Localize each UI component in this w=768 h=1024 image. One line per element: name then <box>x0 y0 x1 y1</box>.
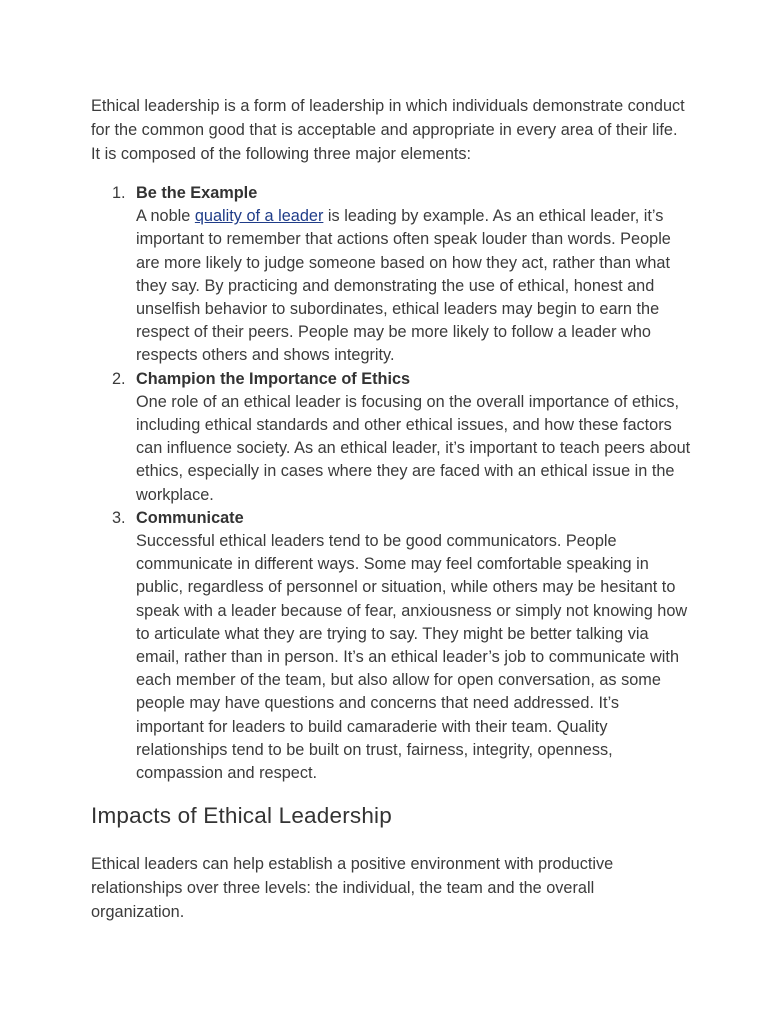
list-item-title: Communicate <box>136 508 244 527</box>
quality-of-a-leader-link[interactable]: quality of a leader <box>194 207 324 226</box>
list-item-number: 2. <box>112 369 126 388</box>
list-item-title: Be the Example <box>136 184 258 202</box>
outro-paragraph: Ethical leaders can help establish a positive environment with productive relationships over three levels: the individual, the team and the overall organization. <box>91 855 614 922</box>
list-item-body: One role of an ethical leader is focusing on the overall importance of ethics, including ethical standards and other ethical issues, and how these factors can influence society. As an ethical leader, it’s important to teach peers about ethics, especially in cases where they are faced with an ethical issue in the workplace. <box>136 392 691 504</box>
list-item-number: 1. <box>112 184 126 202</box>
list-item-number: 3. <box>112 508 126 527</box>
intro-paragraph: Ethical leadership is a form of leadership in which individuals demonstrate conduct for the common good that is acceptable and appropriate in every area of their life. It is composed of the following three major elements: <box>91 97 685 164</box>
list-item <box>91 368 691 507</box>
list-item-body: Successful ethical leaders tend to be good communicators. People communicate in different ways. Some may feel comfortable speaking in public, regardless of personnel or situation, while others may be hesitant to speak with a leader because of fear, anxiousness or simply not knowing how to articulate what they are trying to say. They might be better talking via email, rather than in person. It’s an ethical leader’s job to communicate with each member of the team, but also allow for open conversation, as some people may have questions and concerns that need addressed. It’s important for leaders to build camaraderie with their team. Quality relationships tend to be built on trust, fairness, integrity, openness, compassion and respect. <box>136 532 688 783</box>
list-item <box>91 507 691 785</box>
elements-list <box>91 182 691 785</box>
list-item-body-text: A noble <box>136 207 195 226</box>
list-item-body <box>136 205 691 367</box>
list-item <box>91 182 691 368</box>
list-item-body-text: is leading by example. As an ethical leader, it’s important to remember that actions often speak louder than words. People are more likely to judge someone based on how they act, rather than what they say. By practicing and demonstrating the use of ethical, honest and unselfish behavior to subordinates, ethical leaders may begin to earn the respect of their peers. People may be more likely to follow a leader who respects others and shows integrity. <box>136 207 671 365</box>
section-heading: Impacts of Ethical Leadership <box>91 803 392 828</box>
list-item-title: Champion the Importance of Ethics <box>136 369 411 388</box>
